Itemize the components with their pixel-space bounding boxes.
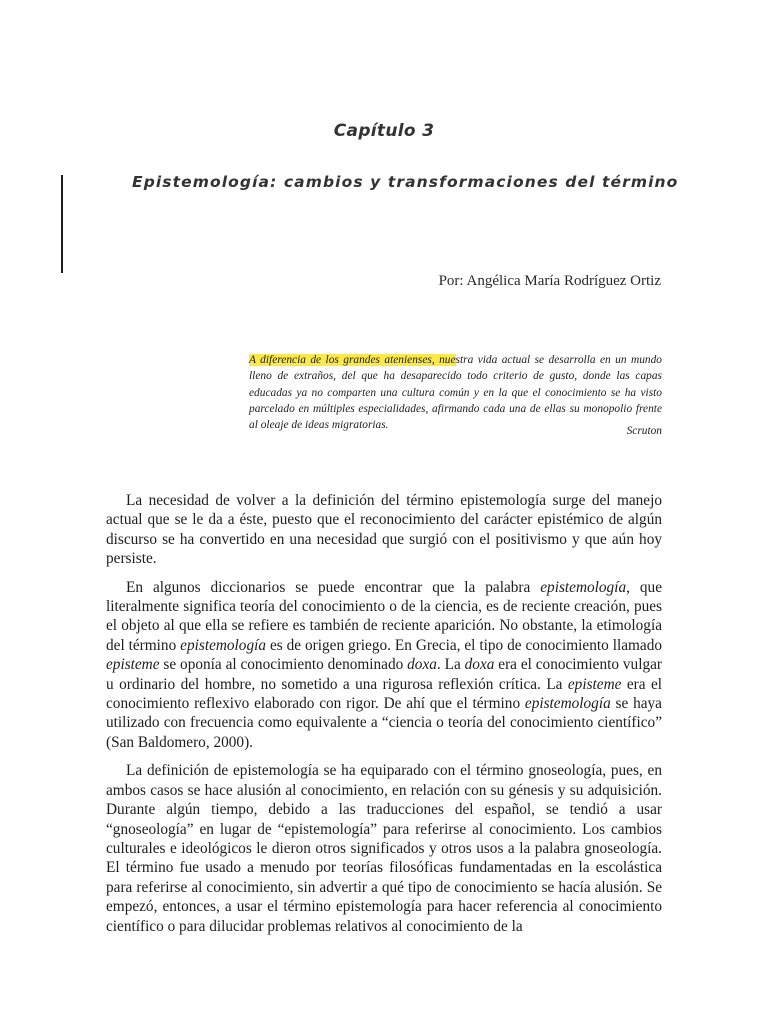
- author-line: Por: Angélica María Rodríguez Ortiz: [438, 273, 661, 289]
- italic-term: epistemología: [540, 578, 627, 596]
- italic-term: doxa: [464, 656, 495, 674]
- body-text: [106, 491, 662, 945]
- paragraph-2-text: se oponía al conocimiento denominado: [159, 656, 408, 674]
- paragraph-2-text: En algunos diccionarios se puede encontrar que la palabra: [126, 578, 541, 596]
- epigraph-source: Scruton: [626, 425, 662, 437]
- chapter-title: Epistemología: cambios y transformaciones del término: [132, 173, 679, 191]
- paragraph-3: La definición de epistemología se ha equiparado con el término gnoseología, pues, en ambos casos se hace alusión al conocimiento, en relación con su génesis y su adquisición. Durante algún tiempo, debido a las traducciones del español, se tendió a usar “gnoseología” en lugar de “epistemología” para referirse al conocimiento. Los cambios culturales e ideológicos le dieron otros significados y otros usos a la palabra gnoseología. El término fue usado a menudo por teorías filosóficas fundamentadas en la escolástica para referirse al conocimiento, sin advertir a qué tipo de conocimiento se hacía alusión. Se empezó, entonces, a usar el término epistemología para hacer referencia al conocimiento científico o para dilucidar problemas relativos al conocimiento de la: [106, 762, 662, 935]
- paragraph-1: La necesidad de volver a la definición del término epistemología surge del manejo actual que se le da a éste, puesto que el reconocimiento del carácter epistémico de algún discurso se ha convertido en una necesidad que surgió con el positivismo y que aún hoy persiste.: [106, 492, 662, 568]
- paragraph-2-text: era el conocimiento reflexivo elaborado con rigor. De ahí que el término: [106, 675, 662, 713]
- italic-term: epistemología: [180, 636, 266, 654]
- italic-term: epistemología: [524, 695, 611, 713]
- epigraph-highlight: A diferencia de los grandes atenienses, nue: [249, 354, 456, 366]
- margin-rule: [61, 175, 63, 273]
- paragraph-2-text: se haya utilizado con frecuencia como equivalente a “ciencia o teoría del conocimiento científico” (San Baldomero, 2000).: [106, 695, 662, 751]
- epigraph-quote: [249, 352, 662, 433]
- italic-term: doxa: [407, 656, 437, 674]
- epigraph-text: stra vida actual se desarrolla en un mundo lleno de extraños, del que ha desaparecido todo criterio de gusto, donde las capas educadas ya no comparten una cultura común y en la que el conocimiento se ha visto parcelado en múltiples especialidades, afirmando cada una de ellas su monopolio frente al oleaje de ideas migratorias.: [249, 354, 662, 432]
- paragraph-2-text: , que literalmente significa teoría del conocimiento o de la ciencia, es de reciente creación, pues el objeto al que ella se refiere es también de reciente aparición. No obstante, la etimología del término: [106, 578, 662, 654]
- italic-term: episteme: [106, 656, 160, 674]
- chapter-label: Capítulo 3: [333, 121, 435, 141]
- paragraph-2-text: era el conocimiento vulgar u ordinario del hombre, no sometido a una rigurosa reflexión crítica. La: [106, 656, 662, 693]
- italic-term: episteme: [567, 675, 622, 693]
- paragraph-2-text: . La: [436, 656, 465, 674]
- paragraph-2: [106, 578, 662, 753]
- paragraph-2-text: es de origen griego. En Grecia, el tipo de conocimiento llamado: [266, 636, 662, 654]
